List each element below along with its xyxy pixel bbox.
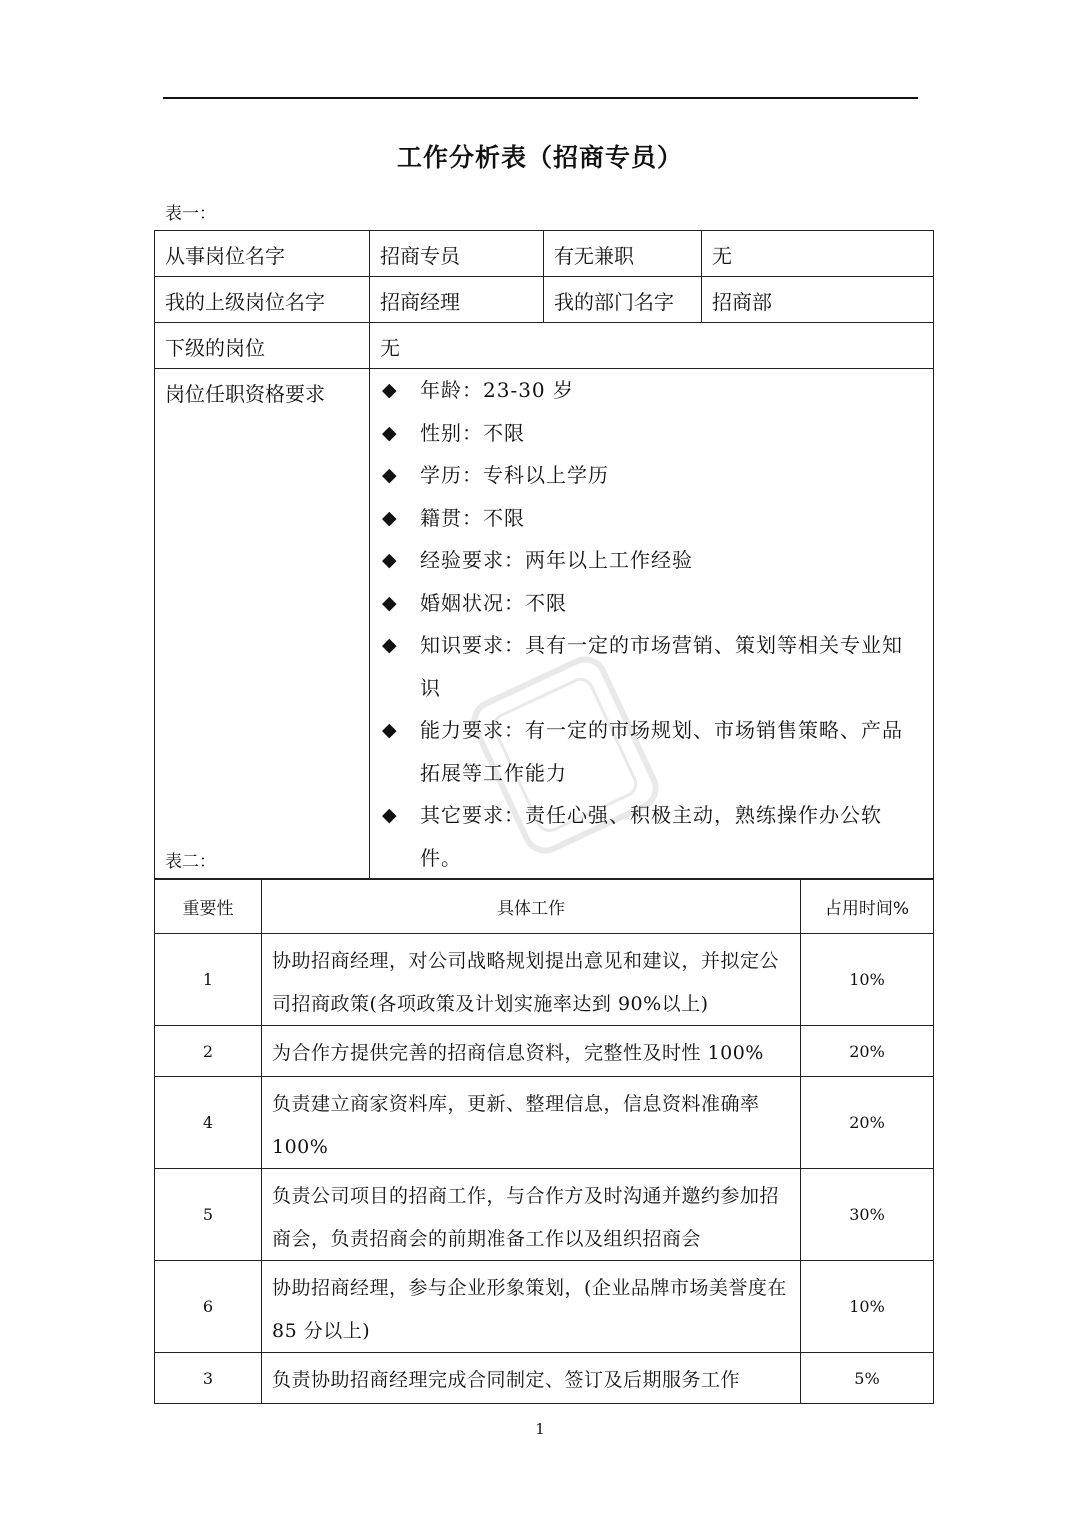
header-rule bbox=[163, 97, 918, 99]
diamond-bullet-icon: ◆ bbox=[382, 634, 397, 656]
subordinate-label: 下级的岗位 bbox=[155, 323, 370, 369]
table-row bbox=[155, 1261, 934, 1353]
requirement-text: 籍贯：不限 bbox=[420, 505, 525, 530]
work-cell: 负责协助招商经理完成合同制定、签订及后期服务工作 bbox=[262, 1353, 801, 1404]
table1-label: 表一： bbox=[165, 204, 216, 224]
diamond-bullet-icon: ◆ bbox=[382, 549, 397, 571]
department-value: 招商部 bbox=[702, 277, 934, 323]
header-work: 具体工作 bbox=[262, 879, 801, 934]
page-title: 工作分析表（招商专员） bbox=[396, 143, 683, 172]
requirement-text: 婚姻状况：不限 bbox=[420, 590, 567, 615]
requirement-text: 年龄：23-30 岁 bbox=[420, 378, 575, 402]
diamond-bullet-icon: ◆ bbox=[382, 719, 397, 741]
table-row bbox=[155, 1026, 934, 1077]
requirement-text: 性别：不限 bbox=[420, 420, 525, 445]
requirement-item bbox=[382, 709, 923, 794]
requirement-text: 能力要求：有一定的市场规划、市场销售策略、产品拓展等工作能力 bbox=[420, 718, 903, 785]
diamond-bullet-icon: ◆ bbox=[382, 591, 397, 614]
requirement-item bbox=[382, 412, 923, 455]
header-time: 占用时间% bbox=[801, 879, 934, 934]
superior-value: 招商经理 bbox=[370, 277, 544, 323]
diamond-bullet-icon: ◆ bbox=[382, 506, 397, 529]
requirements-list bbox=[382, 369, 923, 879]
requirement-item bbox=[382, 369, 923, 412]
time-cell: 5% bbox=[801, 1353, 934, 1404]
importance-cell: 3 bbox=[155, 1353, 262, 1404]
importance-cell: 2 bbox=[155, 1026, 262, 1077]
importance-cell: 6 bbox=[155, 1261, 262, 1353]
requirement-item bbox=[382, 582, 923, 625]
parttime-value: 无 bbox=[702, 231, 934, 277]
position-name-value: 招商专员 bbox=[370, 231, 544, 277]
parttime-label: 有无兼职 bbox=[544, 231, 702, 277]
table-row bbox=[155, 1077, 934, 1169]
table-row bbox=[155, 934, 934, 1026]
requirement-item bbox=[382, 539, 923, 582]
time-cell: 30% bbox=[801, 1169, 934, 1261]
work-cell: 协助招商经理，参与企业形象策划，(企业品牌市场美誉度在 85 分以上) bbox=[262, 1261, 801, 1353]
time-cell: 20% bbox=[801, 1077, 934, 1169]
table-row bbox=[155, 1353, 934, 1404]
time-cell: 10% bbox=[801, 1261, 934, 1353]
subordinate-value: 无 bbox=[370, 323, 934, 369]
importance-cell: 1 bbox=[155, 934, 262, 1026]
requirements-cell bbox=[370, 369, 934, 880]
position-name-label: 从事岗位名字 bbox=[155, 231, 370, 277]
requirement-text: 经验要求：两年以上工作经验 bbox=[420, 548, 693, 572]
work-cell: 负责公司项目的招商工作，与合作方及时沟通并邀约参加招商会，负责招商会的前期准备工作以及组织招商会 bbox=[262, 1169, 801, 1261]
time-cell: 20% bbox=[801, 1026, 934, 1077]
work-cell: 为合作方提供完善的招商信息资料，完整性及时性 100% bbox=[262, 1026, 801, 1077]
department-label: 我的部门名字 bbox=[544, 277, 702, 323]
header-importance: 重要性 bbox=[155, 879, 262, 934]
superior-label: 我的上级岗位名字 bbox=[155, 277, 370, 323]
work-table bbox=[154, 878, 934, 1404]
requirement-text: 其它要求：责任心强、积极主动，熟练操作办公软件。 bbox=[420, 803, 882, 870]
diamond-bullet-icon: ◆ bbox=[382, 804, 397, 826]
job-info-table bbox=[154, 230, 934, 880]
table2-label: 表二： bbox=[165, 852, 216, 872]
page-number: 1 bbox=[535, 1420, 545, 1438]
time-cell: 10% bbox=[801, 934, 934, 1026]
work-cell: 负责建立商家资料库，更新、整理信息，信息资料准确率 100% bbox=[262, 1077, 801, 1169]
importance-cell: 5 bbox=[155, 1169, 262, 1261]
requirement-text: 知识要求：具有一定的市场营销、策划等相关专业知识 bbox=[420, 633, 903, 700]
work-cell: 协助招商经理，对公司战略规划提出意见和建议，并拟定公司招商政策(各项政策及计划实施率达到 90%以上) bbox=[262, 934, 801, 1026]
requirement-item bbox=[382, 454, 923, 497]
diamond-bullet-icon: ◆ bbox=[382, 464, 397, 486]
requirement-item bbox=[382, 794, 923, 879]
requirement-text: 学历：专科以上学历 bbox=[420, 463, 609, 487]
importance-cell: 4 bbox=[155, 1077, 262, 1169]
requirement-item bbox=[382, 624, 923, 709]
requirement-item bbox=[382, 497, 923, 540]
requirements-label: 岗位任职资格要求 bbox=[155, 369, 370, 880]
diamond-bullet-icon: ◆ bbox=[382, 379, 397, 401]
diamond-bullet-icon: ◆ bbox=[382, 421, 397, 444]
table-row bbox=[155, 1169, 934, 1261]
